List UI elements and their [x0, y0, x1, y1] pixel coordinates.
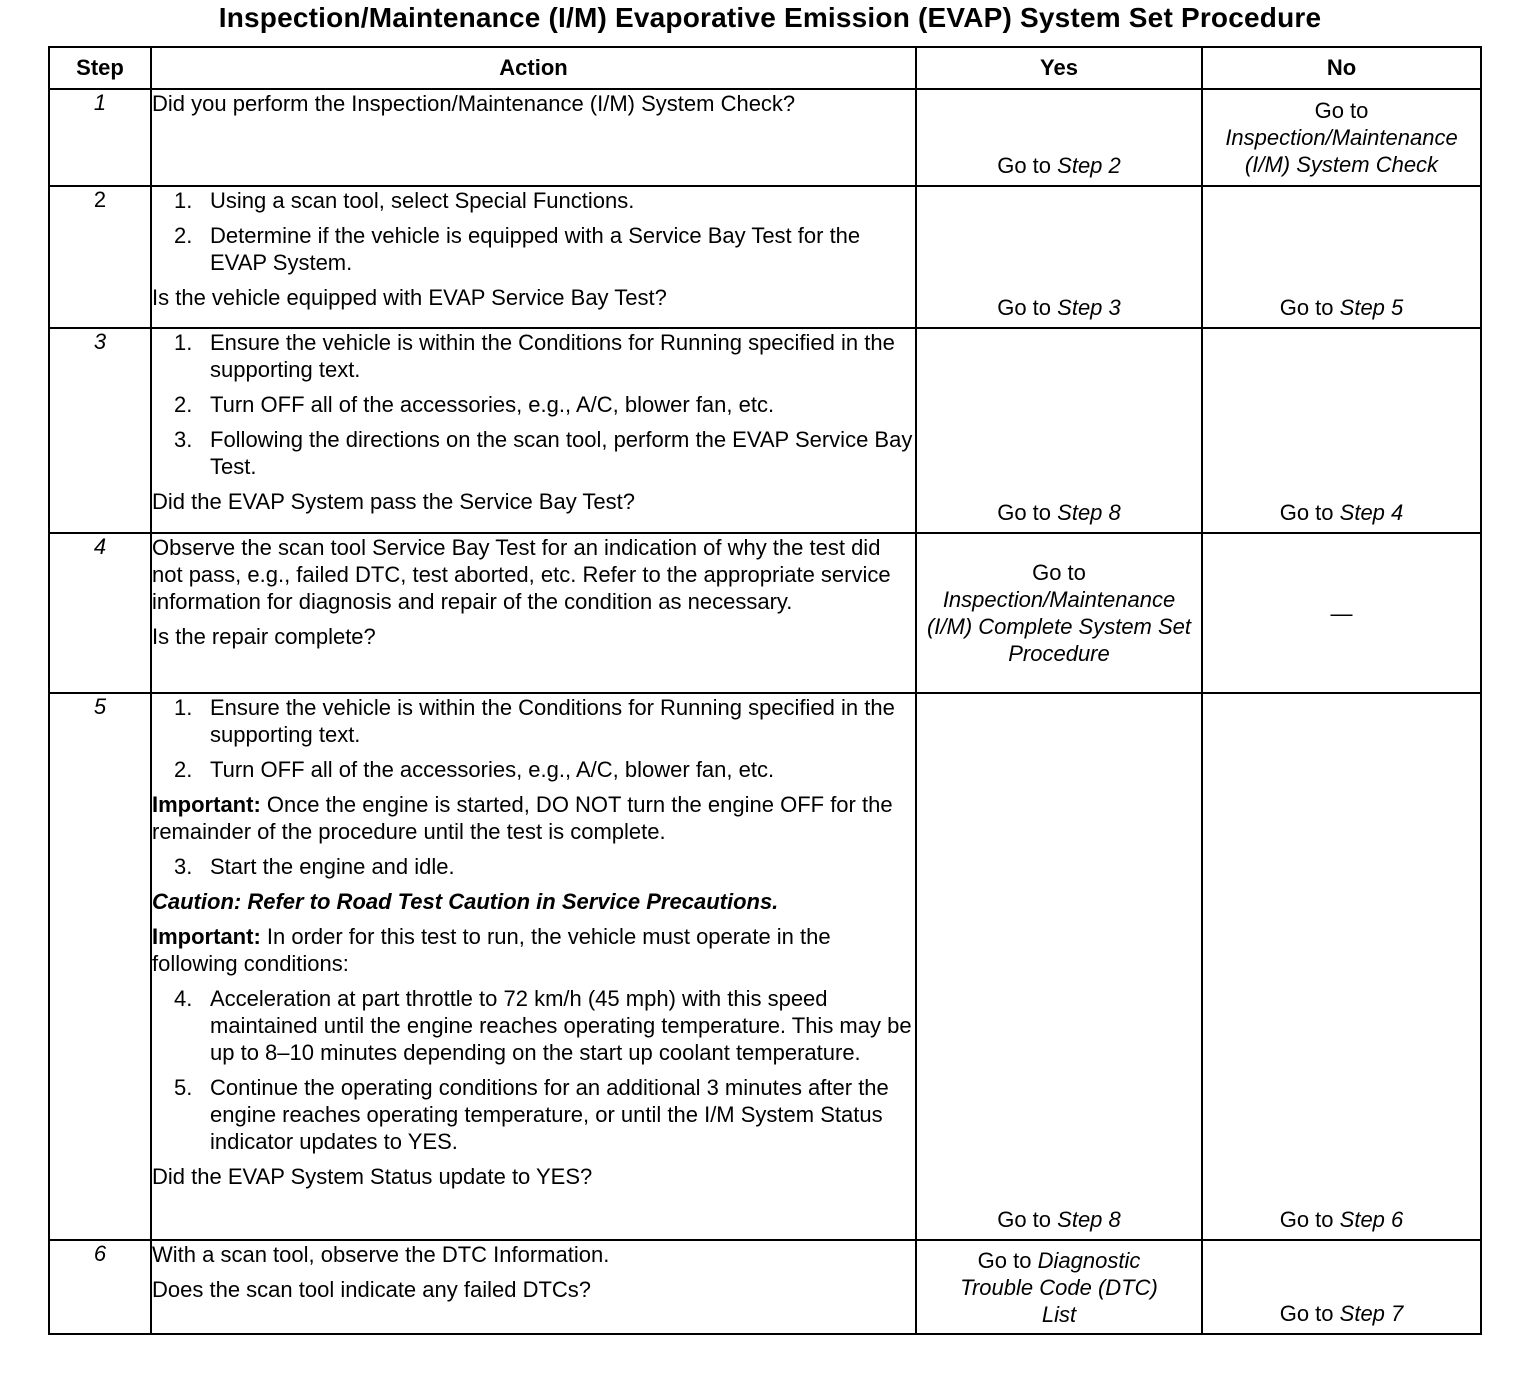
- yes-cell: [916, 693, 1202, 1240]
- list-item: 4. Acceleration at part throttle to 72 km/h (45 mph) with this speed maintained until the engine reaches operating temperature. This may be up to 8–10 minutes depending on the start up coolant temperature.: [174, 986, 912, 1065]
- go-to-prefix: Go to: [1279, 1207, 1334, 1232]
- important-note: Important: In order for this test to run, the vehicle must operate in the following conditions:: [152, 924, 831, 976]
- yes-cell: [916, 533, 1202, 693]
- important-note: Important: Once the engine is started, DO NOT turn the engine OFF for the remainder of the procedure until the test is complete.: [152, 792, 893, 844]
- no-cell: [1202, 1240, 1481, 1334]
- header-yes: Yes: [916, 47, 1202, 89]
- action-cell: [151, 533, 916, 693]
- no-cell: [1202, 89, 1481, 186]
- step-number: 5: [49, 693, 151, 1240]
- list-item: 1. Using a scan tool, select Special Functions.: [174, 188, 635, 213]
- action-text: With a scan tool, observe the DTC Information.: [152, 1242, 610, 1267]
- list-item: 3. Start the engine and idle.: [174, 854, 455, 879]
- action-question: Did the EVAP System pass the Service Bay Test?: [152, 489, 636, 514]
- no-link[interactable]: Step 6: [1339, 1207, 1404, 1232]
- yes-cell: [916, 328, 1202, 533]
- step-number: 6: [49, 1240, 151, 1334]
- page-title: Inspection/Maintenance (I/M) Evaporative Emission (EVAP) System Set Procedure: [218, 2, 1322, 33]
- list-item: 2. Determine if the vehicle is equipped with a Service Bay Test for the EVAP System.: [174, 223, 861, 275]
- action-cell: [151, 1240, 916, 1334]
- action-cell: [151, 89, 916, 186]
- go-to-prefix: Go to: [1279, 295, 1334, 320]
- yes-link[interactable]: Inspection/Maintenance (I/M) Complete System Set Procedure: [926, 587, 1192, 666]
- go-to-prefix: Go to: [1279, 1301, 1334, 1326]
- step-number: 4: [49, 533, 151, 693]
- action-cell: [151, 328, 916, 533]
- table-row-step-4: [49, 533, 1481, 693]
- no-cell: [1202, 693, 1481, 1240]
- no-cell: [1202, 186, 1481, 328]
- list-item: 1. Ensure the vehicle is within the Conditions for Running specified in the supporting text.: [174, 330, 895, 382]
- table-header-row: [49, 47, 1481, 89]
- action-question: Did you perform the Inspection/Maintenance (I/M) System Check?: [152, 91, 796, 116]
- yes-cell: [916, 1240, 1202, 1334]
- caution-note: Caution: Refer to Road Test Caution in Service Precautions.: [152, 889, 779, 914]
- action-cell: [151, 693, 916, 1240]
- yes-link[interactable]: Step 8: [1057, 1207, 1121, 1232]
- procedure-table: [48, 46, 1482, 1335]
- table-row-step-6: [49, 1240, 1481, 1334]
- action-cell: [151, 186, 916, 328]
- header-action: Action: [151, 47, 916, 89]
- no-cell: [1202, 328, 1481, 533]
- go-to-prefix: Go to: [997, 500, 1052, 525]
- list-item: 3. Following the directions on the scan tool, perform the EVAP Service Bay Test.: [174, 427, 913, 479]
- no-link[interactable]: Step 7: [1339, 1301, 1404, 1326]
- step-number: 2: [49, 186, 151, 328]
- action-question: Is the repair complete?: [152, 624, 376, 649]
- action-question: Is the vehicle equipped with EVAP Service Bay Test?: [152, 285, 667, 310]
- no-link[interactable]: Step 4: [1339, 500, 1404, 525]
- go-to-prefix: Go to: [1279, 500, 1334, 525]
- go-to-prefix: Go to: [997, 1207, 1052, 1232]
- go-to-prefix: Go to: [977, 1248, 1032, 1273]
- go-to-prefix: Go to: [997, 295, 1052, 320]
- action-question: Does the scan tool indicate any failed DTCs?: [152, 1277, 592, 1302]
- yes-link[interactable]: Diagnostic Trouble Code (DTC) List: [960, 1248, 1158, 1327]
- yes-link[interactable]: Step 8: [1057, 500, 1121, 525]
- yes-cell: [916, 89, 1202, 186]
- yes-cell: [916, 186, 1202, 328]
- action-question: Did the EVAP System Status update to YES?: [152, 1164, 593, 1189]
- yes-link[interactable]: Step 2: [1057, 153, 1121, 178]
- yes-link[interactable]: Step 3: [1057, 295, 1121, 320]
- list-item: 2. Turn OFF all of the accessories, e.g., A/C, blower fan, etc.: [174, 757, 775, 782]
- go-to-prefix: Go to: [1314, 98, 1369, 123]
- header-no: No: [1202, 47, 1481, 89]
- no-link[interactable]: Step 5: [1339, 295, 1404, 320]
- table-row-step-3: [49, 328, 1481, 533]
- go-to-prefix: Go to: [1032, 560, 1086, 585]
- step-number: 1: [49, 89, 151, 186]
- step-number: 3: [49, 328, 151, 533]
- go-to-prefix: Go to: [997, 153, 1052, 178]
- header-step: Step: [49, 47, 151, 89]
- table-row-step-2: [49, 186, 1481, 328]
- table-row-step-5: [49, 693, 1481, 1240]
- no-link[interactable]: Inspection/Maintenance (I/M) System Check: [1225, 125, 1458, 177]
- list-item: 5. Continue the operating conditions for an additional 3 minutes after the engine reaches operating temperature, or until the I/M System Status indicator updates to YES.: [174, 1075, 889, 1154]
- no-dash: —: [1330, 600, 1353, 626]
- no-cell: [1202, 533, 1481, 693]
- list-item: 1. Ensure the vehicle is within the Conditions for Running specified in the supporting text.: [174, 695, 895, 747]
- list-item: 2. Turn OFF all of the accessories, e.g., A/C, blower fan, etc.: [174, 392, 775, 417]
- action-text: Observe the scan tool Service Bay Test for an indication of why the test did not pass, e.g., failed DTC, test aborted, etc. Refer to the appropriate service information for diagnosis and repair of the condition as necessary.: [152, 535, 891, 614]
- table-row-step-1: [49, 89, 1481, 186]
